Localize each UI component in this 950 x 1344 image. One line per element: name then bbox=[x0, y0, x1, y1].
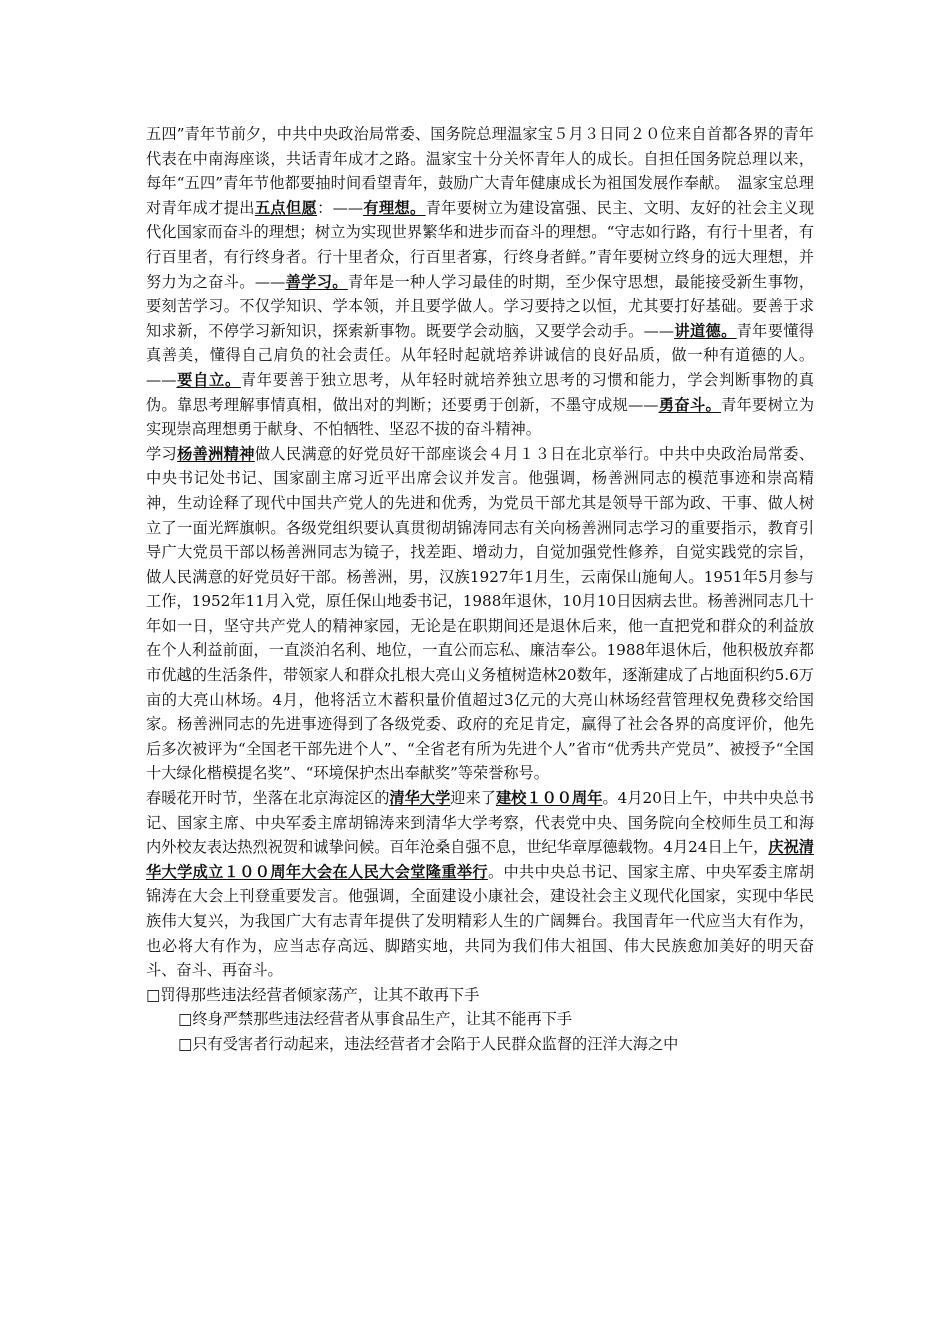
paragraph-yang-shanzhou bbox=[146, 442, 814, 786]
paragraph-youth-day bbox=[146, 122, 814, 442]
keyword-centennial: 建校１００周年 bbox=[495, 789, 603, 808]
paragraph-text: 。4月20日上午，中共中央总书记、国家主席、中央军委主席胡锦涛来到清华大学考察，代表党中央、国务院向全校师生员工和海内外校友表达热烈祝贺和诚挚问候。百年沧桑自强不息，世纪华章厚德载物。4月24日上午， bbox=[146, 789, 815, 857]
keyword-have-ideals: 有理想。 bbox=[363, 198, 426, 217]
keyword-morality: 讲道德。 bbox=[674, 321, 737, 340]
keyword-five-hopes: 五点但愿 bbox=[254, 198, 318, 217]
paragraph-text: 五四”青年节前夕，中共中央政治局常委、国务院总理温家宝５月３日同２０位来自首都各界的青年代表在中南海座谈，共话青年成才之路。温家宝十分关怀青年人的成长。自担任国务院总理以来，每年“五四”青年节他都要抽时间看望青年，鼓励广大青年健康成长为祖国发展作奉献。 温家宝总理对青年成才提出 bbox=[146, 125, 814, 217]
paragraph-text: 青年要树立为建设富强、民主、文明、友好的社会主义现代化国家而奋斗的理想；树立为实现世界繁华和进步而奋斗的理想。“守志如行路，有行十里者，有行百里者，有行终身者。行十里者众，行百里者寡，行终身者鲜。”青年要树立终身的远大理想，并努力为之奋斗。—— bbox=[146, 198, 815, 291]
paragraph-text: 做人民满意的好党员好干部座谈会４月１３日在北京举行。中共中央政治局常委、中央书记处书记、国家副主席习近平出席会议并发言。他强调，杨善洲同志的模范事迹和崇高精神，生动诠释了现代中国共产党人的先进和优秀，为党员干部尤其是领导干部为政、干事、做人树立了一面光辉旗帜。各级党组织要认真贯彻胡锦涛同志有关向杨善洲同志学习的重要指示，教育引导广大党员干部以杨善洲同志为镜子，找差距、增动力，自觉加强党性修养，自觉实践党的宗旨，做人民满意的好党员好干部。杨善洲，男，汉族1927年1月生，云南保山施甸人。1951年5月参与工作，1952年11月入党，原任保山地委书记，1988年退休，10月10日因病去世。杨善洲同志几十年如一日，坚守共产党人的精神家园，无论是在职期间还是退休后来，他一直把党和群众的利益放在个人利益前面，一直淡泊名利、地位，一直公而忘私、廉洁奉公。1988年退休后，他积极放弃都市优越的生活条件，带领家人和群众扎根大亮山义务植树造林20数年，逐渐建成了占地面积约5.6万亩的大亮山林场。4月，他将活立木蓄积量价值超过3亿元的大亮山林场经营管理权免费移交给国家。杨善洲同志的先进事迹得到了各级党委、政府的充足肯定，赢得了社会各界的高度评价，他先后多次被评为“全国老干部先进个人”、“全省老有所为先进个人”省市“优秀共产党员”、被授予“全国十大绿化楷模提名奖”、“环境保护杰出奉献奖”等荣誉称号。 bbox=[146, 444, 815, 783]
paragraph-text: 春暖花开时节，坐落在北京海淀区的 bbox=[146, 789, 390, 808]
paragraph-text: 学习 bbox=[146, 444, 178, 463]
paragraph-text: 。中共中央总书记、国家主席、中央军委主席胡锦涛在大会上刊登重要发言。他强调，全面建设小康社会，建设社会主义现代化国家，实现中华民族伟大复兴，为我国广大有志青年提供了发明精彩人生的广阔舞台。我国青年一代应当大有作为，也必将大有作为，应当志存高远、脚踏实地，共同为我们伟大祖国、伟大民族愈加美好的明天奋斗、奋斗、再奋斗。 bbox=[146, 862, 815, 980]
checkbox-option-1: □罚得那些违法经营者倾家荡产，让其不敢再下手 bbox=[146, 985, 480, 1004]
keyword-self-reliance: 要自立。 bbox=[176, 370, 241, 389]
checkbox-option-2: □终身严禁那些违法经营者从事食品生产，让其不能再下手 bbox=[178, 1010, 573, 1029]
paragraph-text: 青年要懂得真善美，懂得自己肩负的社会责任。从年轻时起就培养讲诚信的良好品质，做一种有道德的人。—— bbox=[146, 321, 815, 389]
checkbox-option-3: □只有受害者行动起来，违法经营者才会陷于人民群众监督的汪洋大海之中 bbox=[178, 1034, 679, 1053]
keyword-strive: 勇奋斗。 bbox=[658, 395, 722, 414]
paragraph-text: 迎来了 bbox=[450, 789, 496, 808]
paragraph-text: 青年是一种人学习最佳的时期，至少保守思想，最能接受新生事物，要刻苦学习。不仅学知识、学本领，并且要学做人。学习要持之以恒，尤其要打好基础。要善于求知求新，不停学习新知识，探索新事物。既要学会动脑，又要学会动手。—— bbox=[146, 272, 815, 340]
paragraph-text: 青年要善于独立思考，从年轻时就培养独立思考的习惯和能力，学会判断事物的真伪。靠思考理解事情真相，做出对的判断；还要勇于创新，不墨守成规—— bbox=[146, 370, 815, 414]
document-page bbox=[146, 122, 814, 1057]
paragraph-tsinghua bbox=[146, 786, 814, 983]
paragraph-text: ：—— bbox=[317, 198, 364, 217]
keyword-yang-shanzhou-spirit: 杨善洲精神 bbox=[177, 444, 255, 463]
keyword-tsinghua: 清华大学 bbox=[389, 789, 451, 808]
paragraph-text: 青年要树立为实现崇高理想勇于献身、不怕牺牲、坚忍不拔的奋斗精神。 bbox=[146, 395, 815, 439]
keyword-good-at-learning: 善学习。 bbox=[285, 272, 348, 291]
keyword-celebration: 庆祝清华大学成立１００周年大会在人民大会堂隆重举行 bbox=[146, 838, 814, 881]
